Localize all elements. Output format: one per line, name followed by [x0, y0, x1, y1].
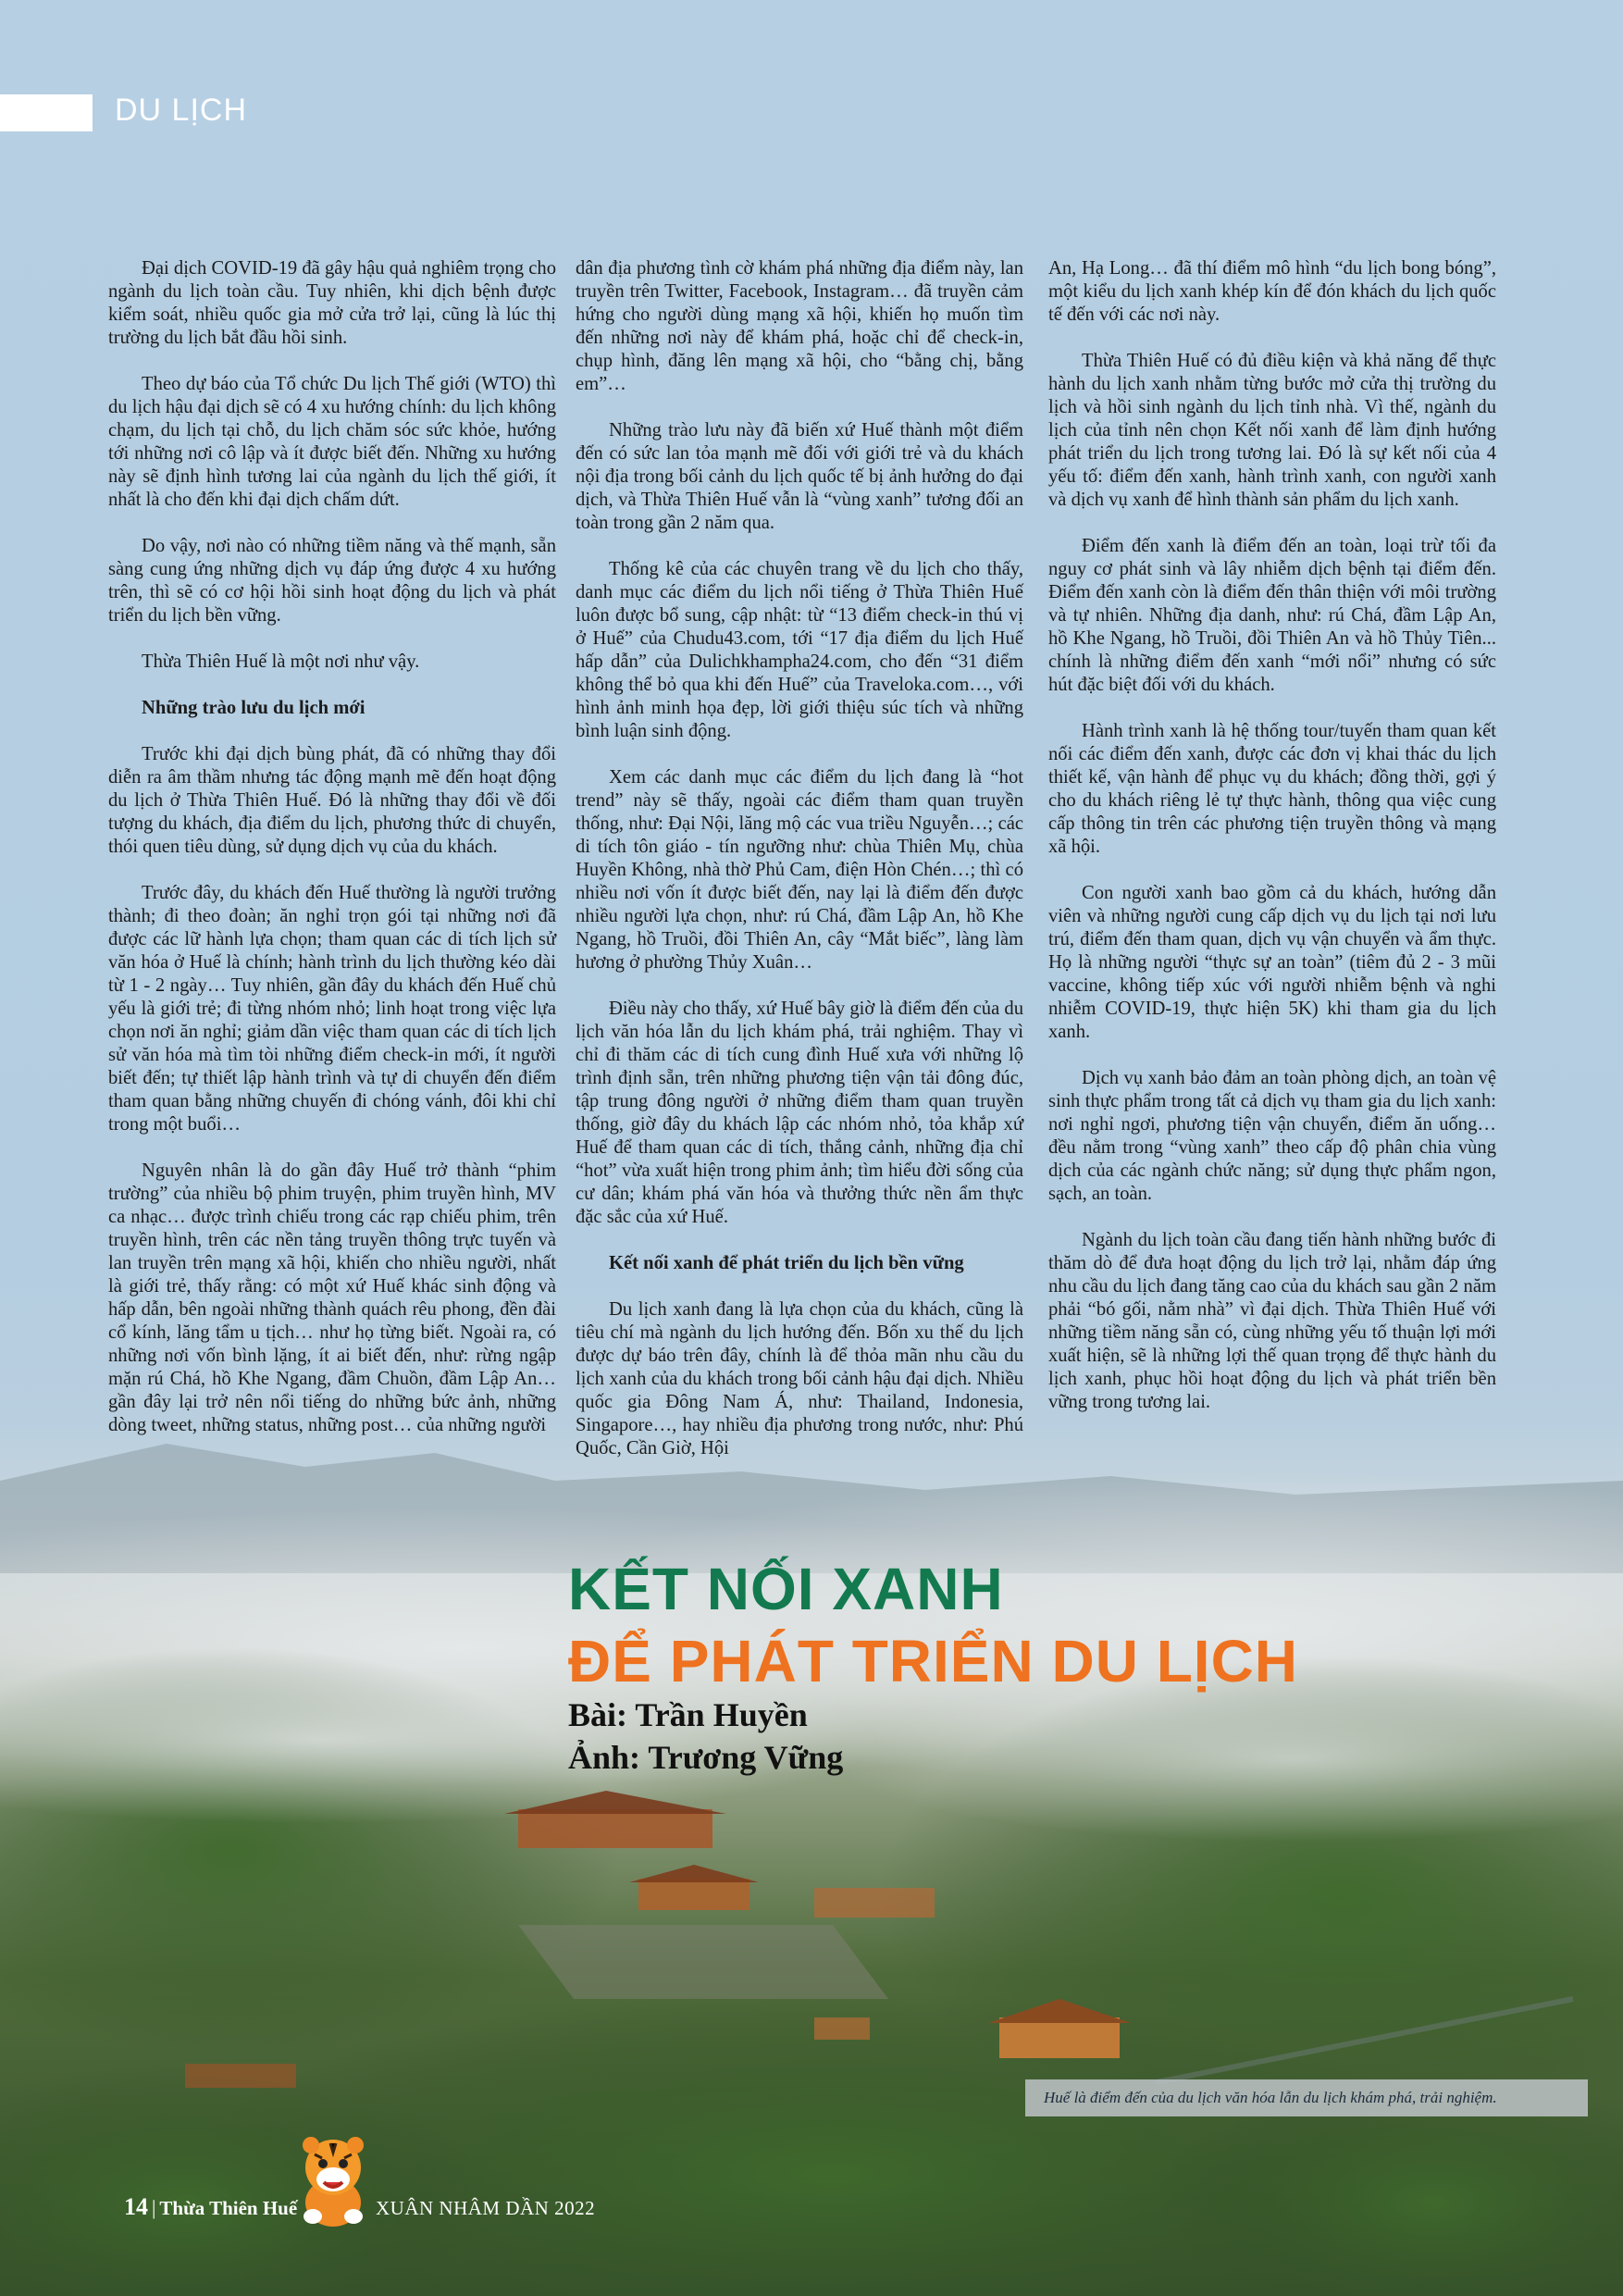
- byline-author: Bài: Trần Huyền: [568, 1696, 808, 1733]
- paragraph: Hành trình xanh là hệ thống tour/tuyến tham quan kết nối các điểm đến xanh, được các đơn vị khai thác du lịch thiết kế, vận hành để phục vụ du khách; đồng thời, gợi ý cho du khách riêng lẻ tự thực hành, thông qua việc cung cấp thông tin trên các phương tiện truyền thông và mạng xã hội.: [1048, 721, 1496, 857]
- paragraph: Thừa Thiên Huế là một nơi như vậy.: [142, 652, 420, 672]
- paragraph: Dịch vụ xanh bảo đảm an toàn phòng dịch, an toàn vệ sinh thực phẩm trong tất cả dịch vụ tham gia du lịch xanh: nơi nghỉ ngơi, phương tiện vận chuyển, điểm ăn uống… đều nằm trong “vùng xanh” theo cấp độ phân chia vùng dịch của các ngành chức năng; sử dụng thực phẩm ngon, sạch, an toàn.: [1048, 1068, 1496, 1204]
- paragraph: An, Hạ Long… đã thí điểm mô hình “du lịch bong bóng”, một kiểu du lịch xanh khép kín để đón khách du lịch quốc tế đến với các nơi này.: [1048, 258, 1496, 325]
- page-number: 14: [124, 2193, 148, 2220]
- paragraph: Xem các danh mục các điểm du lịch đang là “hot trend” này sẽ thấy, ngoài các điểm tham quan truyền thống, như: Đại Nội, lăng mộ các vua triều Nguyễn…; các di tích tôn giáo - tín ngưỡng như: chùa Thiên Mụ, chùa Huyền Không, nhà thờ Phủ Cam, điện Hòn Chén…; thì có nhiều nơi vốn ít được biết đến, nay lại là điểm đến được nhiều người lựa chọn, như: rú Chá, đầm Lập An, hồ Khe Ngang, hồ Truồi, đồi Thiên An, cây “Mắt biếc”, làng làm hương ở phường Thủy Xuân…: [576, 767, 1023, 973]
- byline-photo: Ảnh: Trương Vững: [568, 1739, 844, 1776]
- section-marker: [0, 94, 93, 131]
- paragraph: Ngành du lịch toàn cầu đang tiến hành những bước đi thăm dò để đưa hoạt động du lịch trở lại, nhằm đáp ứng nhu cầu du lịch đang tăng cao của du khách sau gần 2 năm phải “bó gối, nằm nhà” vì đại dịch. Thừa Thiên Huế với những tiềm năng sẵn có, cùng những yếu tố thuận lợi mới xuất hiện, sẽ là những lợi thế quan trọng để thực hành du lịch xanh, phục hồi hoạt động du lịch và phát triển bền vững trong tương lai.: [1048, 1230, 1496, 1412]
- article-title-line-2: ĐỂ PHÁT TRIỂN DU LỊCH: [568, 1628, 1298, 1694]
- article-column-2: [576, 257, 1023, 1483]
- paragraph: Du lịch xanh đang là lựa chọn của du khách, cũng là tiêu chí mà ngành du lịch hướng đến. Bốn xu thế du lịch được dự báo trên đây, chính là để thỏa mãn nhu cầu du lịch xanh của du khách trong bối cảnh hậu đại dịch. Nhiều quốc gia Đông Nam Á, như: Thailand, Indonesia, Singapore…, hay nhiều địa phương trong nước, như: Phú Quốc, Cần Giờ, Hội: [576, 1299, 1023, 1458]
- tiger-mascot-icon: [287, 2128, 379, 2230]
- paragraph: Thừa Thiên Huế có đủ điều kiện và khả năng để thực hành du lịch xanh nhằm từng bước mở cửa thị trường du lịch và hồi sinh ngành du lịch tỉnh nhà. Vì thế, ngành du lịch của tỉnh nên chọn Kết nối xanh để làm định hướng phát triển du lịch trong tương lai. Đó là sự kết nối của 4 yếu tố: điểm đến xanh, hành trình xanh, con người xanh và dịch vụ xanh để hình thành sản phẩm du lịch xanh.: [1048, 351, 1496, 510]
- photo-caption: Huế là điểm đến của du lịch văn hóa lẫn du lịch khám phá, trải nghiệm.: [1025, 2079, 1588, 2116]
- paragraph: Trước khi đại dịch bùng phát, đã có những thay đổi diễn ra âm thầm nhưng tác động mạnh mẽ đến hoạt động du lịch ở Thừa Thiên Huế. Đó là những thay đổi về đối tượng du khách, địa điểm du lịch, phương thức di chuyển, thói quen tiêu dùng, sử dụng dịch vụ của du khách.: [108, 744, 556, 857]
- article-column-1: [108, 257, 556, 1460]
- paragraph: Con người xanh bao gồm cả du khách, hướng dẫn viên và những người cung cấp dịch vụ du lịch tại nơi lưu trú, điểm đến tham quan, dịch vụ vận chuyển và ẩm thực. Họ là những người “thực sự an toàn” (tiêm đủ 2 - 3 mũi vaccine, không tiếp xúc với người nhiễm bệnh và nghi nhiễm COVID-19, thực hiện 5K) khi tham gia du lịch xanh.: [1048, 883, 1496, 1042]
- subheading: Những trào lưu du lịch mới: [142, 698, 365, 718]
- paragraph: Nguyên nhân là do gần đây Huế trở thành “phim trường” của nhiều bộ phim truyện, phim truyền hình, MV ca nhạc… được trình chiếu trong các rạp chiếu phim, trên truyền hình, trên các nền tảng truyền thông trực tuyến và lan truyền trên mạng xã hội, khiến cho nhiều người, nhất là giới trẻ, thấy rằng: có một xứ Huế khác sinh động và hấp dẫn, bên ngoài những thành quách rêu phong, đền đài cổ kính, lăng tẩm u tịch… như họ từng biết. Ngoài ra, có những nơi vốn bình lặng, ít ai biết đến, như: rừng ngập mặn rú Chá, hồ Khe Ngang, đầm Chuồn, đầm Lập An… gần đây lại trở nên nổi tiếng do những bức ảnh, những dòng tweet, những status, những post… của những người: [108, 1160, 556, 1435]
- paragraph: Điểm đến xanh là điểm đến an toàn, loại trừ tối đa nguy cơ phát sinh và lây nhiễm dịch bệnh tại điểm đến. Điểm đến xanh còn là điểm đến thân thiện với môi trường và tự nhiên. Những địa danh, như: rú Chá, đầm Lập An, hồ Khe Ngang, hồ Truồi, đồi Thiên An và hồ Thủy Tiên... chính là những điểm đến xanh “mới nổi” nhưng có sức hút đặc biệt đối với du khách.: [1048, 536, 1496, 695]
- article-title-line-1: KẾT NỐI XANH: [568, 1556, 1004, 1622]
- edition-label: XUÂN NHÂM DẦN 2022: [376, 2197, 596, 2219]
- paragraph: Điều này cho thấy, xứ Huế bây giờ là điểm đến của du lịch văn hóa lẫn du lịch khám phá, trải nghiệm. Thay vì chỉ đi thăm các di tích cung đình Huế xưa với những lộ trình định sẵn, trên những phương tiện vận tải đông đúc, tập trung đông người ở những điểm tham quan truyền thống, giờ đây du khách lập các nhóm nhỏ, tỏa khắp xứ Huế để tham quan các di tích, thắng cảnh, những địa chỉ “hot” vừa xuất hiện trong phim ảnh; tìm hiểu đời sống của cư dân; khám phá văn hóa và thưởng thức nền ẩm thực đặc sắc của xứ Huế.: [576, 999, 1023, 1227]
- paragraph: Trước đây, du khách đến Huế thường là người trưởng thành; đi theo đoàn; ăn nghỉ trọn gói tại những nơi đã được các lữ hành lựa chọn; tham quan các di tích lịch sử văn hóa ở Huế là chính; hành trình du lịch thường kéo dài từ 1 - 2 ngày… Tuy nhiên, gần đây du khách đến Huế chủ yếu là giới trẻ; đi từng nhóm nhỏ; linh hoạt trong việc lựa chọn nơi ăn nghỉ; giảm dần việc tham quan các di tích lịch sử văn hóa mà tìm tòi những điểm check-in mới, ít người biết đến; tự thiết lập hành trình và tự di chuyển đến điểm tham quan bằng những chuyến đi chóng vánh, đôi khi chỉ trong một buổi…: [108, 883, 556, 1135]
- magazine-name: Thừa Thiên Huế: [159, 2197, 298, 2219]
- section-label: DU LỊCH: [115, 93, 248, 128]
- article-column-3: [1048, 257, 1496, 1437]
- subheading: Kết nối xanh để phát triển du lịch bền vững: [609, 1253, 964, 1273]
- paragraph: Do vậy, nơi nào có những tiềm năng và thế mạnh, sẵn sàng cung ứng những dịch vụ đáp ứng được 4 xu hướng trên, thì sẽ có cơ hội hồi sinh hoạt động du lịch và phát triển du lịch bền vững.: [108, 536, 556, 626]
- paragraph: Thống kê của các chuyên trang về du lịch cho thấy, danh mục các điểm du lịch nổi tiếng ở Thừa Thiên Huế luôn được bổ sung, cập nhật: từ “13 điểm check-in thú vị ở Huế” của Chudu43.com, tới “17 địa điểm du lịch Huế hấp dẫn” của Dulichkhampha24.com, cho đến “31 điểm không thể bỏ qua khi đến Huế” của Traveloka.com…, với hình ảnh minh họa đẹp, lời giới thiệu súc tích và những bình luận sinh động.: [576, 559, 1023, 741]
- paragraph: Đại dịch COVID-19 đã gây hậu quả nghiêm trọng cho ngành du lịch toàn cầu. Tuy nhiên, khi dịch bệnh được kiểm soát, nhiều quốc gia mở cửa trở lại, cũng là lúc thị trường du lịch bắt đầu hồi sinh.: [108, 258, 556, 348]
- paragraph: dân địa phương tình cờ khám phá những địa điểm này, lan truyền trên Twitter, Facebook, Instagram… đã truyền cảm hứng cho người dùng mạng xã hội, khiến họ muốn tìm đến những nơi này để khám phá, hoặc chỉ để check-in, chụp hình, đăng lên mạng xã hội, cho “bằng chị, bằng em”…: [576, 258, 1023, 394]
- page-footer: 14 | Thừa Thiên Huế: [124, 2193, 298, 2220]
- paragraph: Những trào lưu này đã biến xứ Huế thành một điểm đến có sức lan tỏa mạnh mẽ đối với giới trẻ và du khách nội địa trong bối cảnh du lịch quốc tế bị ảnh hưởng do đại dịch, và Thừa Thiên Huế vẫn là “vùng xanh” tương đối an toàn trong gần 2 năm qua.: [576, 420, 1023, 533]
- paragraph: Theo dự báo của Tổ chức Du lịch Thế giới (WTO) thì du lịch hậu đại dịch sẽ có 4 xu hướng chính: du lịch không chạm, du lịch tại chỗ, du lịch chăm sóc sức khỏe, hướng tới những nơi cô lập và ít được biết đến. Những xu hướng này sẽ định hình tương lai của ngành du lịch thế giới, ít nhất là cho đến khi đại dịch chấm dứt.: [108, 374, 556, 510]
